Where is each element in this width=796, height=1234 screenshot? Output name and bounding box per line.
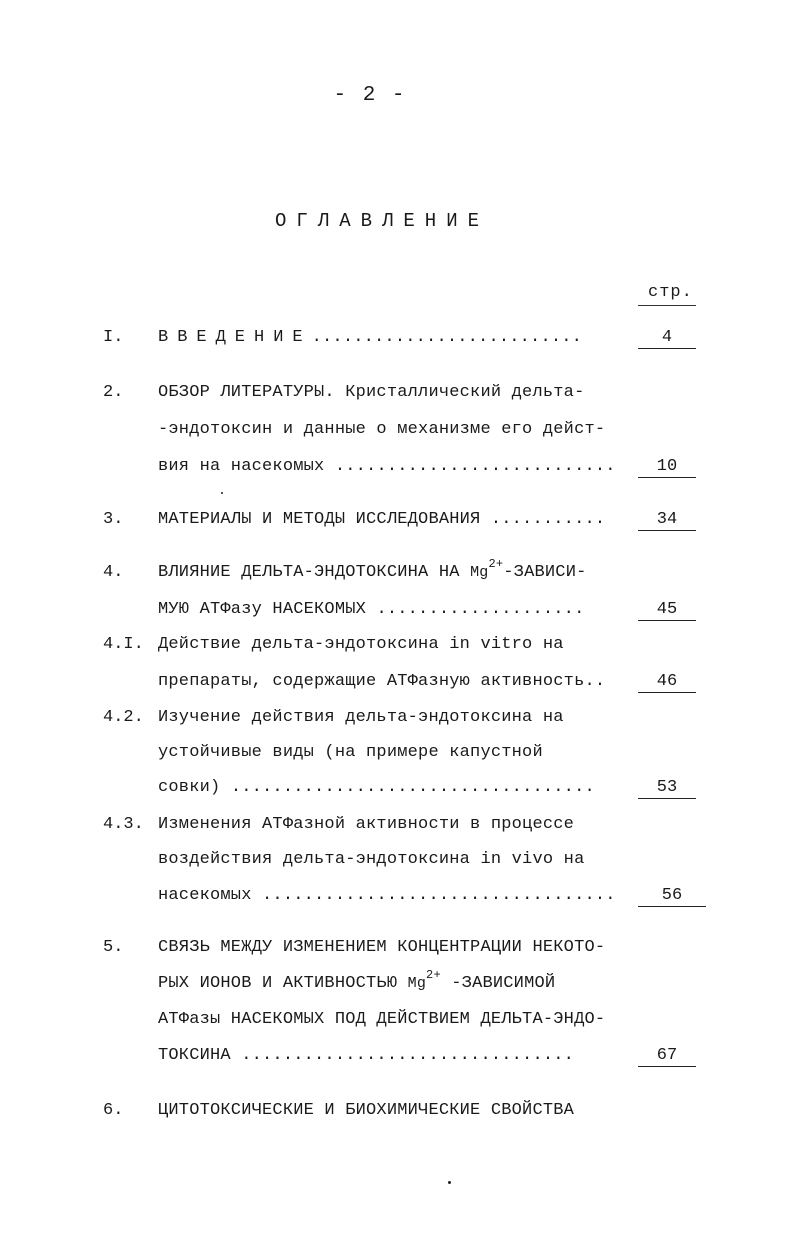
dot-leader: .................... [366,600,585,619]
dot-leader: .................................. [251,886,616,905]
page-column-label: стр. [648,283,693,302]
toc-entry-line [158,510,605,529]
entry-title: насекомых [158,886,252,905]
toc-heading: ОГЛАВЛЕНИЕ [274,210,490,232]
entry-page: 53 [638,778,696,799]
page-number: - 2 - [333,84,407,107]
toc-entry-line [158,778,595,797]
entry-title-line: ОБЗОР ЛИТЕРАТУРЫ. Кристаллический дельта- [158,383,585,402]
charge-superscript: 2+ [488,557,504,571]
entry-number: 3. [103,510,124,529]
toc-entry-line [158,328,582,347]
scan-speck [221,492,223,494]
dot-leader: .......................... [311,328,583,347]
mg-symbol: Mg [407,975,427,992]
entry-page: 67 [638,1046,696,1067]
entry-number: 2. [103,383,124,402]
entry-number: I. [103,328,124,347]
entry-page: 10 [638,457,696,478]
entry-title-line: воздействия дельта-эндотоксина in vivo на [158,850,585,869]
toc-entry-line [158,886,616,905]
toc-entry-line [158,457,616,476]
entry-title: вия на насекомых [158,457,325,476]
entry-title: ТОКСИНА [158,1046,231,1065]
entry-title: МАТЕРИАЛЫ И МЕТОДЫ ИССЛЕДОВАНИЯ [158,510,481,529]
toc-entry-line [158,600,584,619]
entry-title-line: АТФазы НАСЕКОМЫХ ПОД ДЕЙСТВИЕМ ДЕЛЬТА-ЭНДО- [158,1010,606,1029]
dot-leader: ........... [480,510,606,529]
entry-page: 56 [638,886,706,907]
entry-number: 6. [103,1101,124,1120]
entry-title-line: Действие дельта-эндотоксина in vitro на [158,635,564,654]
entry-title-line: Изучение действия дельта-эндотоксина на [158,708,564,727]
charge-superscript: 2+ [426,968,441,982]
dot-leader: ........................... [324,457,616,476]
entry-title-line: препараты, содержащие АТФазную активность.. [158,672,606,691]
entry-title-line: -эндотоксин и данные о механизме его дейст- [158,420,606,439]
column-label-underline [638,305,696,306]
entry-page: 46 [638,672,696,693]
dot-leader: ................................... [220,778,595,797]
entry-title-part: РЫХ ИОНОВ И АКТИВНОСТЬЮ [158,974,408,993]
entry-title: ВВЕДЕНИЕ [158,328,312,347]
entry-number: 4.2. [103,708,144,727]
dot-leader: ................................ [230,1046,575,1065]
mg-symbol: Mg [470,564,489,581]
scan-speck [448,1181,451,1184]
entry-title-line: Изменения АТФазной активности в процессе [158,815,575,834]
entry-page: 4 [638,328,696,349]
entry-number: 4.3. [103,815,144,834]
entry-title-line: ЦИТОТОКСИЧЕСКИЕ И БИОХИМИЧЕСКИЕ СВОЙСТВА [158,1101,575,1120]
entry-number: 4. [103,563,124,582]
entry-title-line [158,557,587,582]
entry-title-part: -ЗАВИСИ- [503,563,587,582]
entry-page: 45 [638,600,696,621]
entry-number: 5. [103,938,124,957]
entry-title-part: -ЗАВИСИМОЙ [440,974,556,993]
entry-title-line [158,968,556,993]
entry-title: МУЮ АТФазу НАСЕКОМЫХ [158,600,367,619]
entry-title-part: ВЛИЯНИЕ ДЕЛЬТА-ЭНДОТОКСИНА НА [158,563,471,582]
entry-number: 4.I. [103,635,144,654]
entry-title-line: СВЯЗЬ МЕЖДУ ИЗМЕНЕНИЕМ КОНЦЕНТРАЦИИ НЕКОТО- [158,938,606,957]
toc-entry-line [158,1046,574,1065]
entry-title-line: устойчивые виды (на примере капустной [158,743,543,762]
entry-page: 34 [638,510,696,531]
entry-title: совки) [158,778,221,797]
